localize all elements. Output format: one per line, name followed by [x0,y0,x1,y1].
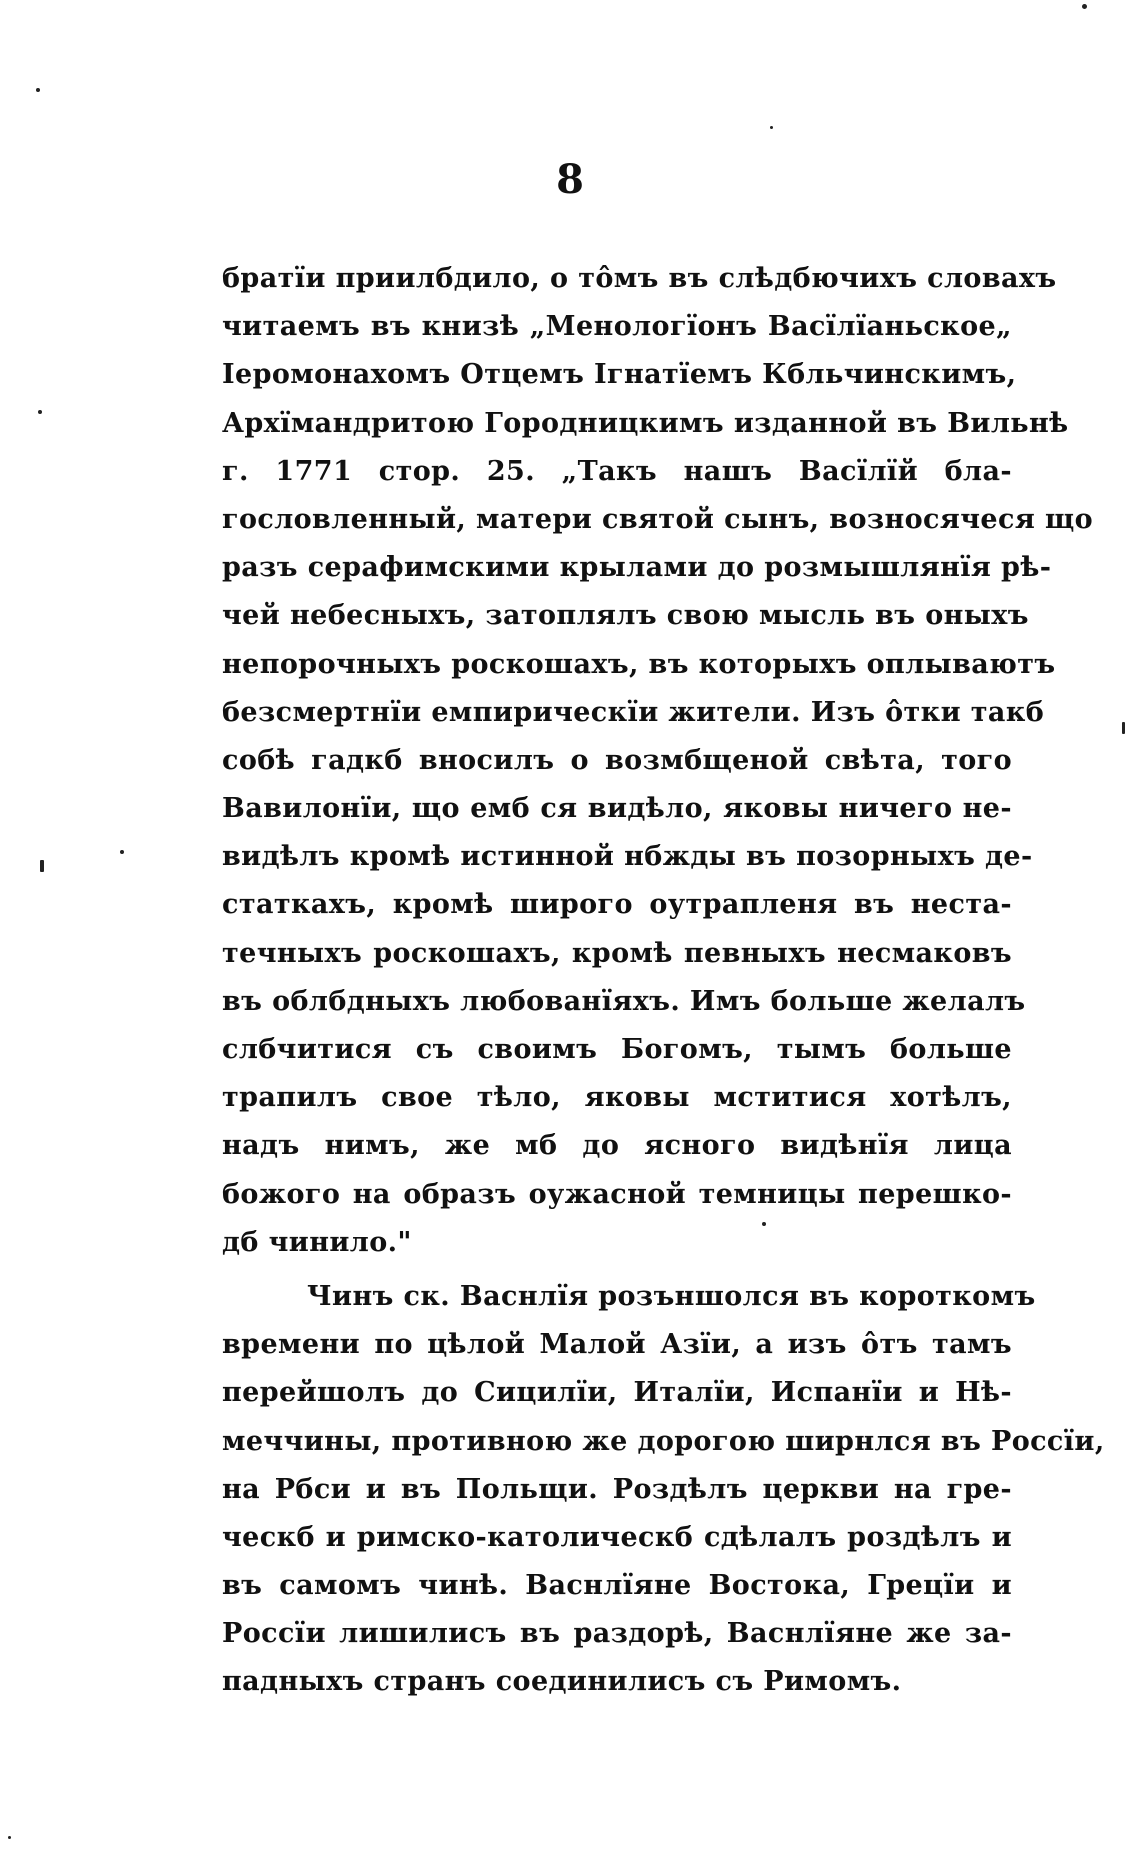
text-line: Іеромонахомъ Отцемъ Ігнатїемъ Кбльчинскимъ, [222,359,1017,391]
text-line: безсмертнїи емпирическїи жители. Изъ о̂тки такб [222,696,1045,728]
body-text [222,255,1105,1707]
text-line: падныхъ странъ соединилисъ съ Римомъ. [222,1666,902,1698]
paragraph-1 [222,255,1093,1267]
text-line: слбчитися съ своимъ Богомъ, тымъ больше [222,1034,1012,1065]
text-line: на Рбси и въ Польщи. Роздѣлъ церкви на гре- [222,1473,1012,1505]
scan-speck [40,860,44,872]
text-line: перейшолъ до Сицилїи, Италїи, Испанїи и Нѣ- [222,1377,1012,1409]
text-line: непорочныхъ роскошахъ, въ которыхъ оплываютъ [222,648,1056,680]
text-line: Вавилонїи, що емб ся видѣло, яковы ничего не- [222,793,1012,825]
text-line: разъ серафимскими крылами до розмышлянїя рѣ- [222,552,1052,584]
scan-speck [38,410,42,414]
text-line: въ облбдныхъ любованїяхъ. Имъ больше желалъ [222,985,1026,1017]
text-line: статкахъ, кромѣ широго оутрапленя въ неста- [222,889,1012,921]
text-line: читаемъ въ книзѣ „Менологїонъ Васїлїаньское„ [222,311,1012,343]
scan-speck [1122,722,1125,734]
scan-speck [120,850,124,854]
text-line: Архїмандритою Городницкимъ изданной въ Вильнѣ [222,407,1069,439]
text-line: божого на образъ оужасной темницы перешко- [222,1178,1012,1210]
text-line: чей небесныхъ, затоплялъ свою мысль въ оныхъ [222,600,1029,632]
text-line: надъ нимъ, же мб до ясного видѣнїя лица [222,1130,1012,1162]
text-line: трапилъ свое тѣло, яковы мститися хотѣлъ, [222,1082,1012,1114]
text-line: Россїи лишилисъ въ раздорѣ, Васнлїяне же за- [222,1618,1012,1650]
text-line: времени по цѣлой Малой Азїи, а изъ о̂тъ тамъ [222,1329,1012,1361]
text-line: течныхъ роскошахъ, кромѣ певныхъ несмаковъ [222,937,1012,969]
paragraph-2 [222,1273,1105,1707]
text-line: собѣ гадкб вносилъ о возмбщеной свѣта, того [222,744,1012,776]
text-line: братїи приилбдило, о то̂мъ въ слѣдбючихъ словахъ [222,263,1057,294]
scan-speck [762,1222,766,1226]
text-line: ческб и римско-католическб сдѣлалъ роздѣлъ и [222,1521,1012,1553]
page-number: 8 [556,156,584,203]
text-line: видѣлъ кромѣ истинной нбжды въ позорныхъ де- [222,841,1033,873]
scan-speck [36,88,40,92]
text-line: дб чинило." [222,1226,412,1258]
scan-speck [8,1836,11,1839]
scan-speck [1082,4,1087,9]
text-line: въ самомъ чинѣ. Васнлїяне Востока, Грецїи и [222,1570,1012,1602]
text-line: гословленный, матери святой сынъ, возносячеся що [222,503,1093,535]
text-line: меччины, противною же дорогою ширнлся въ Россїи, [222,1425,1105,1457]
scan-speck [770,126,773,129]
text-line: г. 1771 стор. 25. „Такъ нашъ Васїлїй бла- [222,455,1012,487]
text-line: Чинъ ск. Васнлїя розъншолся въ короткомъ [307,1280,1036,1312]
